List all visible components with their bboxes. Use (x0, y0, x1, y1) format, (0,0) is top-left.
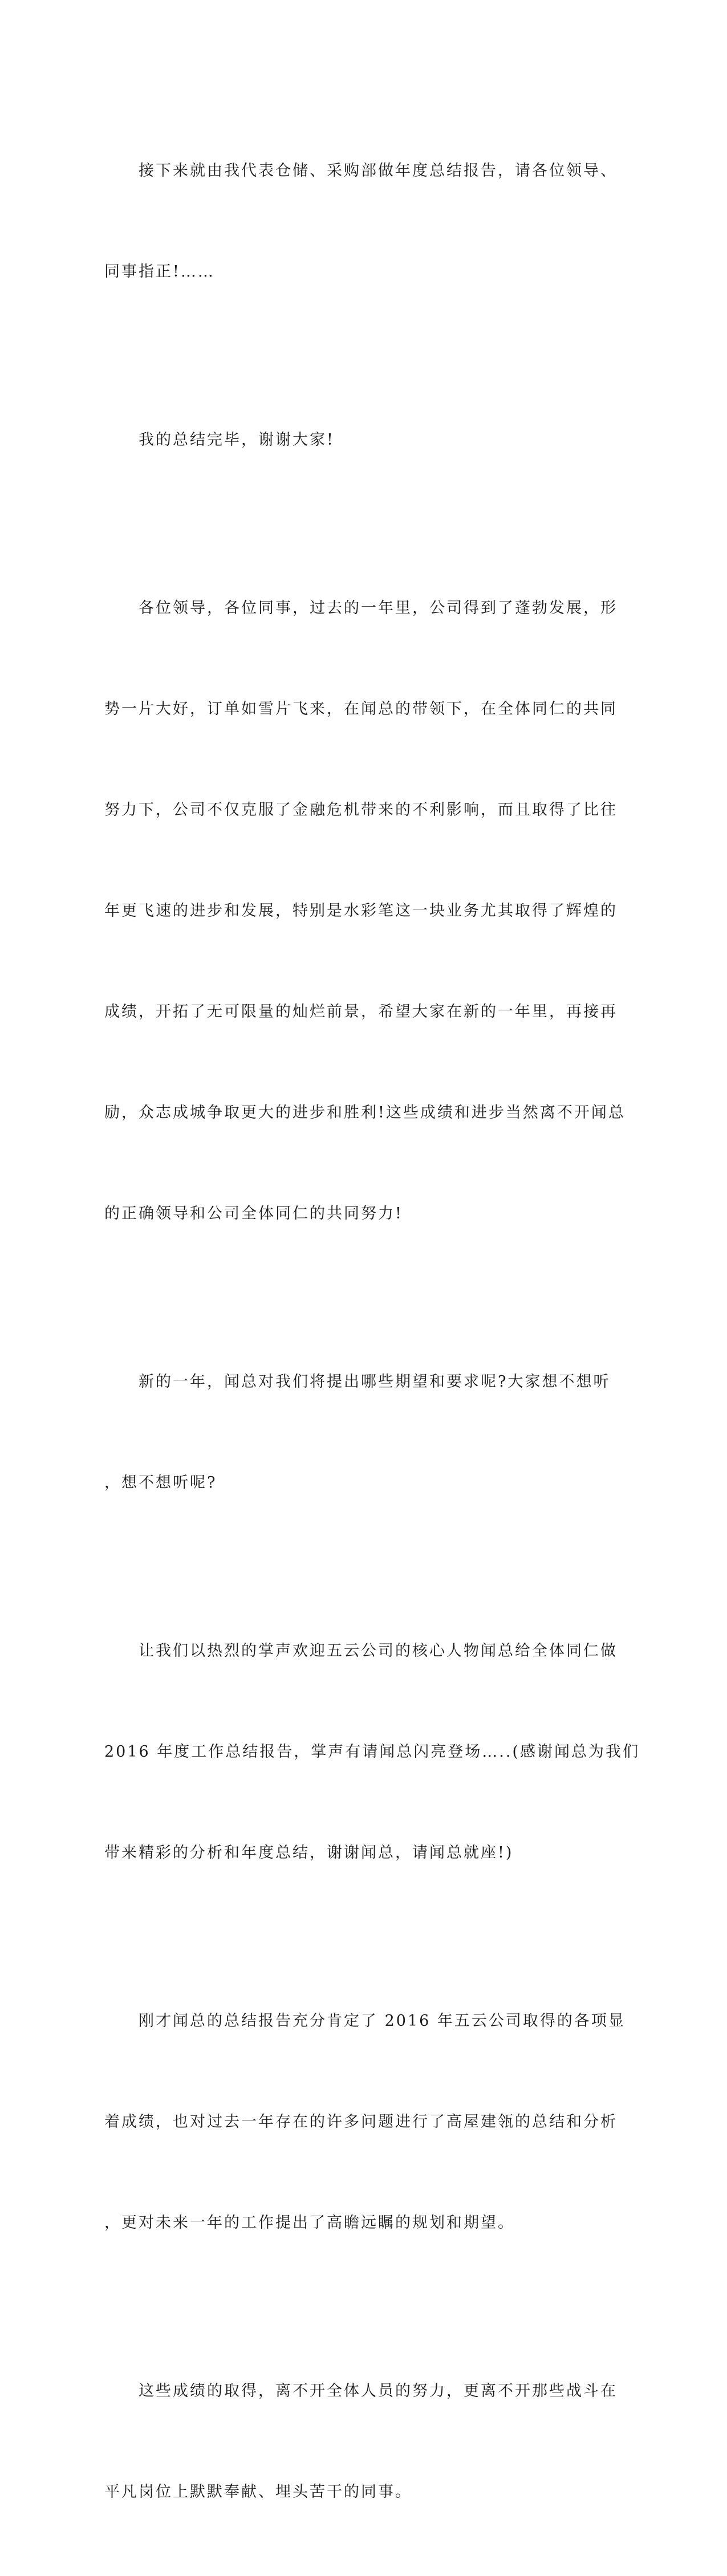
text-line: 努力下，公司不仅克服了金融危机带来的不利影响，而且取得了比往 (104, 801, 618, 819)
paragraph-summary-end (104, 356, 589, 524)
text-line: 带来精彩的分析和年度总结，谢谢闻总，请闻总就座!) (104, 1844, 514, 1862)
document-body (104, 87, 640, 2576)
text-line: 2016 年度工作总结报告，掌声有请闻总闪亮登场…..(感谢闻总为我们 (104, 1743, 640, 1761)
text-line: ，更对未来一年的工作提出了高瞻远瞩的规划和期望。 (104, 2214, 515, 2232)
text-line: 我的总结完毕，谢谢大家! (104, 431, 335, 449)
text-line: 接下来就由我代表仓储、采购部做年度总结报告，请各位领导、 (104, 162, 618, 180)
text-line: 的正确领导和公司全体同仁的共同努力! (104, 1205, 403, 1222)
text-line: ，想不想听呢? (104, 1474, 217, 1492)
text-line: 成绩，开拓了无可限量的灿烂前景，希望大家在新的一年里，再接再 (104, 1003, 618, 1021)
text-line: 新的一年，闻总对我们将提出哪些期望和要求呢?大家想不想听 (104, 1373, 611, 1391)
text-line: 各位领导，各位同事，过去的一年里，公司得到了蓬勃发展，形 (104, 599, 618, 617)
text-line: 着成绩，也对过去一年存在的许多问题进行了高屋建瓴的总结和分析 (104, 2113, 618, 2131)
paragraph-welcome (104, 1567, 640, 1937)
paragraph-new-year-question (104, 1298, 611, 1567)
paragraph-report-intro (104, 87, 618, 356)
text-line: 让我们以热烈的掌声欢迎五云公司的核心人物闻总给全体同仁做 (104, 1642, 618, 1660)
paragraph-report-review (104, 1937, 626, 2307)
paragraph-year-review (104, 524, 626, 1298)
text-line: 同事指正!…… (104, 263, 215, 281)
paragraph-thanks-staff (104, 2307, 618, 2576)
text-line: 年更飞速的进步和发展，特别是水彩笔这一块业务尤其取得了辉煌的 (104, 902, 618, 920)
text-line: 刚才闻总的总结报告充分肯定了 2016 年五云公司取得的各项显 (104, 2012, 626, 2030)
text-line: 这些成绩的取得，离不开全体人员的努力，更离不开那些战斗在 (104, 2382, 618, 2400)
text-line: 平凡岗位上默默奉献、埋头苦干的同事。 (104, 2483, 412, 2501)
text-line: 势一片大好，订单如雪片飞来，在闻总的带领下，在全体同仁的共同 (104, 700, 618, 718)
text-line: 励，众志成城争取更大的进步和胜利!这些成绩和进步当然离不开闻总 (104, 1104, 626, 1122)
